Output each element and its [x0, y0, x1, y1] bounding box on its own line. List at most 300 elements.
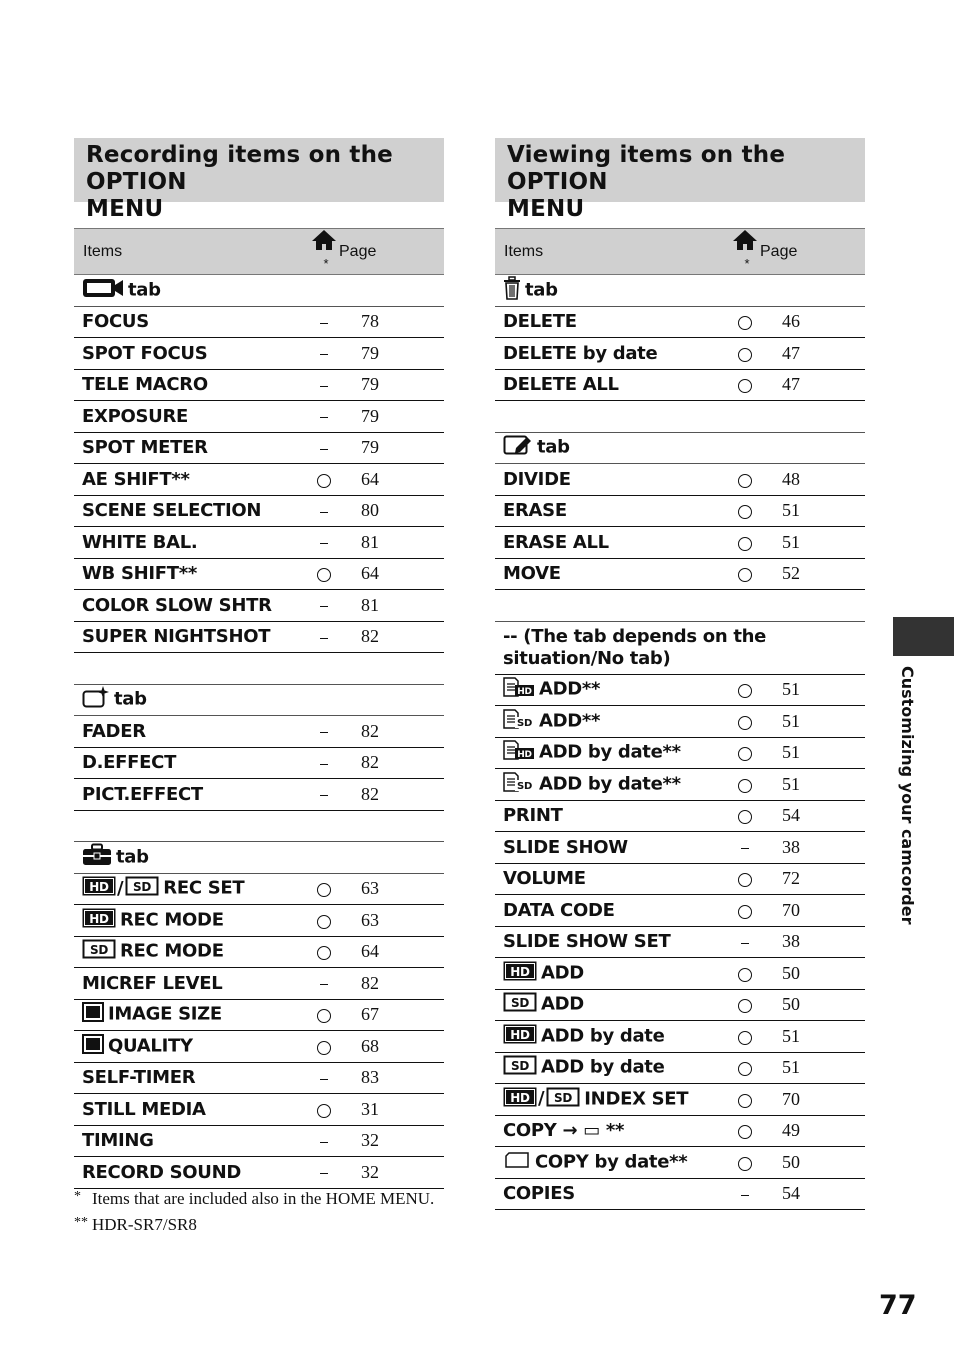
table-row: [74, 905, 444, 937]
memory-card-icon: [503, 1150, 531, 1175]
camera-tab-icon: [82, 277, 124, 304]
viewing-items-heading: Viewing items on the OPTION MENU: [495, 138, 865, 202]
dash-mark-icon: [741, 943, 749, 944]
hd-badge-icon: [503, 1087, 537, 1112]
chapter-side-label: Customizing your camcorder: [898, 666, 917, 925]
item-label: INDEX SET: [584, 1088, 689, 1110]
item-label: AE SHIFT**: [82, 468, 190, 490]
table-row: [495, 338, 865, 370]
page-ref: 38: [760, 832, 865, 864]
home-menu-mark: [730, 706, 760, 738]
item-label: FADER: [82, 720, 146, 742]
item-label: SLIDE SHOW SET: [503, 931, 671, 953]
page-ref: 51: [760, 706, 865, 738]
spacer-row: [495, 401, 865, 433]
page-ref: 82: [339, 747, 444, 779]
home-menu-mark: [730, 863, 760, 895]
home-menu-mark: [730, 1021, 760, 1053]
home-menu-mark: [309, 464, 339, 496]
table-row: [74, 1094, 444, 1126]
hd-badge-icon: [503, 961, 537, 986]
circle-mark-icon: [317, 1104, 331, 1118]
item-label: RECORD SOUND: [82, 1161, 242, 1183]
table-row: [74, 558, 444, 590]
page-ref: 68: [339, 1031, 444, 1063]
home-menu-mark: [730, 464, 760, 496]
table-row: [74, 1125, 444, 1157]
dash-mark-icon: [320, 354, 328, 355]
table-row: [74, 999, 444, 1031]
tab-group-row: tab: [495, 432, 865, 464]
page-ref: 51: [760, 737, 865, 769]
home-menu-mark: [730, 369, 760, 401]
circle-mark-icon: [738, 747, 752, 761]
item-label: REC SET: [163, 877, 245, 899]
dash-mark-icon: [320, 795, 328, 796]
page-ref: 79: [339, 432, 444, 464]
svg-text:HD: HD: [89, 911, 109, 926]
item-label: ADD by date: [541, 1056, 665, 1078]
table-row: [495, 926, 865, 958]
table-row: [495, 1021, 865, 1053]
table-row: [495, 769, 865, 801]
toolbox-tab-icon: [82, 843, 112, 872]
items-column-header: Items: [74, 229, 309, 275]
circle-mark-icon: [738, 1062, 752, 1076]
item-label: MOVE: [503, 563, 561, 585]
photo-icon: [82, 1002, 104, 1027]
home-menu-mark: [309, 527, 339, 559]
page-ref: 50: [760, 989, 865, 1021]
table-row: [74, 590, 444, 622]
trash-tab-icon: [503, 276, 521, 305]
tab-group-row: tab: [74, 684, 444, 716]
item-label: WHITE BAL.: [82, 531, 198, 553]
table-row: [495, 1052, 865, 1084]
item-label: ADD: [541, 993, 584, 1015]
page-ref: 32: [339, 1125, 444, 1157]
page-ref: 54: [760, 1178, 865, 1210]
item-label: SPOT METER: [82, 437, 208, 459]
table-row: [495, 495, 865, 527]
playlist-hd-icon: [503, 740, 535, 765]
table-row: [74, 495, 444, 527]
page-number: 77: [879, 1290, 917, 1321]
tab-group-row: tab: [495, 275, 865, 307]
home-menu-mark: [309, 999, 339, 1031]
recording-items-column: [74, 138, 444, 1189]
sd-badge-icon: [503, 1055, 537, 1080]
circle-mark-icon: [738, 474, 752, 488]
page-ref: 51: [760, 769, 865, 801]
circle-mark-icon: [738, 779, 752, 793]
item-label: COPIES: [503, 1183, 575, 1205]
page-ref: 50: [760, 958, 865, 990]
home-menu-mark: [309, 1094, 339, 1126]
page-ref: 81: [339, 527, 444, 559]
page-ref: 38: [760, 926, 865, 958]
svg-text:HD: HD: [510, 1027, 530, 1042]
page-ref: 47: [760, 338, 865, 370]
page-ref: 52: [760, 558, 865, 590]
home-menu-mark: [309, 779, 339, 811]
home-menu-mark: [309, 432, 339, 464]
circle-mark-icon: [317, 915, 331, 929]
item-label: SELF-TIMER: [82, 1067, 196, 1089]
home-menu-mark: [730, 737, 760, 769]
spacer-row: [74, 653, 444, 685]
circle-mark-icon: [738, 999, 752, 1013]
item-label: PICT.EFFECT: [82, 783, 203, 805]
dash-mark-icon: [320, 732, 328, 733]
circle-mark-icon: [738, 316, 752, 330]
table-row: [74, 527, 444, 559]
table-header: [74, 229, 444, 275]
edit-tab-icon: [503, 433, 533, 462]
sd-badge-icon: [546, 1087, 580, 1112]
table-row: [495, 464, 865, 496]
home-menu-mark: [730, 527, 760, 559]
circle-mark-icon: [317, 474, 331, 488]
page-ref: 64: [339, 558, 444, 590]
circle-mark-icon: [738, 873, 752, 887]
page-ref: 78: [339, 306, 444, 338]
page-ref: 48: [760, 464, 865, 496]
home-menu-mark: [309, 905, 339, 937]
item-label: SUPER NIGHTSHOT: [82, 626, 271, 648]
dash-mark-icon: [741, 848, 749, 849]
hd-badge-icon: [82, 876, 116, 901]
page-ref: 50: [760, 1147, 865, 1179]
home-menu-mark: [309, 1062, 339, 1094]
home-menu-mark: [730, 558, 760, 590]
table-row: [495, 1115, 865, 1147]
home-menu-mark: [309, 873, 339, 905]
playlist-sd-icon: [503, 772, 535, 797]
home-menu-mark: [730, 832, 760, 864]
home-menu-mark: [730, 895, 760, 927]
item-label: DATA CODE: [503, 899, 615, 921]
recording-items-heading: Recording items on the OPTION MENU: [74, 138, 444, 202]
page-ref: 67: [339, 999, 444, 1031]
badge-separator: /: [117, 877, 124, 899]
home-menu-mark: [730, 769, 760, 801]
circle-mark-icon: [738, 1031, 752, 1045]
table-header: [495, 229, 865, 275]
table-row: [74, 621, 444, 653]
sd-badge-icon: [503, 992, 537, 1017]
home-menu-mark: [309, 338, 339, 370]
table-row: [74, 968, 444, 1000]
home-menu-mark: [730, 1052, 760, 1084]
dash-mark-icon: [320, 323, 328, 324]
footnote-2: ** HDR-SR7/SR8: [74, 1215, 197, 1234]
svg-text:HD: HD: [517, 750, 532, 761]
svg-text:HD: HD: [510, 1090, 530, 1105]
circle-mark-icon: [738, 968, 752, 982]
circle-mark-icon: [738, 379, 752, 393]
table-row: [495, 895, 865, 927]
page-ref: 82: [339, 716, 444, 748]
table-row: [74, 432, 444, 464]
home-menu-column-header: *: [730, 229, 760, 275]
circle-mark-icon: [317, 568, 331, 582]
item-label: ERASE ALL: [503, 531, 609, 553]
table-row: [495, 737, 865, 769]
page-ref: 72: [760, 863, 865, 895]
home-menu-mark: [730, 674, 760, 706]
item-label: QUALITY: [108, 1035, 193, 1057]
circle-mark-icon: [317, 1041, 331, 1055]
circle-mark-icon: [738, 1157, 752, 1171]
item-label: SPOT FOCUS: [82, 342, 208, 364]
table-row: [74, 716, 444, 748]
home-menu-mark: [309, 306, 339, 338]
page-ref: 46: [760, 306, 865, 338]
sd-badge-icon: [82, 939, 116, 964]
page-ref: 79: [339, 338, 444, 370]
item-label: REC MODE: [120, 909, 224, 931]
svg-text:SD: SD: [510, 996, 530, 1011]
circle-mark-icon: [738, 810, 752, 824]
table-row: [495, 1178, 865, 1210]
home-menu-mark: [730, 800, 760, 832]
tab-group-row: tab: [74, 842, 444, 874]
item-label: SCENE SELECTION: [82, 500, 262, 522]
page-ref: 47: [760, 369, 865, 401]
badge-separator: /: [538, 1088, 545, 1110]
circle-mark-icon: [317, 883, 331, 897]
photo-icon: [82, 1034, 104, 1059]
footnotes: [74, 1188, 454, 1240]
dash-mark-icon: [320, 449, 328, 450]
home-menu-mark: [309, 369, 339, 401]
page-ref: 63: [339, 905, 444, 937]
circle-mark-icon: [738, 348, 752, 362]
table-row: [74, 338, 444, 370]
page-ref: 81: [339, 590, 444, 622]
viewing-items-column: [495, 138, 865, 1210]
page-ref: 51: [760, 674, 865, 706]
item-label: COPY → ▭ **: [503, 1120, 625, 1142]
item-label: IMAGE SIZE: [108, 1003, 222, 1025]
table-row: [74, 1031, 444, 1063]
table-row: [74, 873, 444, 905]
circle-mark-icon: [738, 905, 752, 919]
dash-mark-icon: [320, 984, 328, 985]
table-row: [495, 832, 865, 864]
item-label: MICREF LEVEL: [82, 972, 223, 994]
item-label: ADD**: [539, 710, 601, 732]
table-row: [495, 527, 865, 559]
item-label: COLOR SLOW SHTR: [82, 594, 272, 616]
dash-mark-icon: [320, 638, 328, 639]
page-ref: 82: [339, 968, 444, 1000]
circle-mark-icon: [317, 946, 331, 960]
table-row: [495, 1147, 865, 1179]
page-ref: 51: [760, 495, 865, 527]
page-ref: 49: [760, 1115, 865, 1147]
chapter-tab-marker: [893, 617, 954, 656]
hd-badge-icon: [503, 1024, 537, 1049]
page-ref: 79: [339, 369, 444, 401]
home-menu-mark: [730, 495, 760, 527]
table-row: [495, 989, 865, 1021]
item-label: EXPOSURE: [82, 405, 189, 427]
item-label: REC MODE: [120, 940, 224, 962]
home-menu-mark: [309, 716, 339, 748]
page-ref: 64: [339, 936, 444, 968]
viewing-items-table: [495, 228, 865, 1210]
item-label: DIVIDE: [503, 468, 571, 490]
table-row: [74, 306, 444, 338]
svg-text:SD: SD: [517, 717, 532, 729]
item-label: WB SHIFT**: [82, 563, 197, 585]
page-ref: 31: [339, 1094, 444, 1126]
circle-mark-icon: [738, 716, 752, 730]
table-row: [495, 1084, 865, 1116]
item-label: SLIDE SHOW: [503, 836, 628, 858]
page-ref: 80: [339, 495, 444, 527]
item-label: ADD by date**: [539, 741, 681, 763]
table-row: [495, 369, 865, 401]
item-label: DELETE by date: [503, 342, 658, 364]
svg-text:SD: SD: [133, 880, 152, 895]
page-ref: 54: [760, 800, 865, 832]
home-menu-mark: [309, 401, 339, 433]
dash-mark-icon: [320, 512, 328, 513]
item-label: PRINT: [503, 805, 563, 827]
home-menu-mark: [730, 1178, 760, 1210]
home-menu-mark: [730, 1147, 760, 1179]
table-row: [495, 706, 865, 738]
circle-mark-icon: [738, 568, 752, 582]
dash-mark-icon: [320, 1173, 328, 1174]
home-menu-mark: [309, 590, 339, 622]
home-menu-mark: [730, 338, 760, 370]
circle-mark-icon: [738, 1094, 752, 1108]
svg-text:HD: HD: [517, 687, 532, 698]
table-row: [74, 1062, 444, 1094]
item-label: COPY by date**: [535, 1151, 688, 1173]
circle-mark-icon: [738, 537, 752, 551]
dash-mark-icon: [320, 764, 328, 765]
home-menu-mark: [309, 936, 339, 968]
svg-text:SD: SD: [517, 780, 532, 792]
svg-text:SD: SD: [510, 1059, 530, 1074]
table-row: [74, 464, 444, 496]
home-menu-mark: [730, 1115, 760, 1147]
page-ref: 51: [760, 1052, 865, 1084]
table-row: [495, 306, 865, 338]
item-label: ADD: [541, 962, 584, 984]
item-label: TIMING: [82, 1130, 154, 1152]
home-menu-mark: [309, 747, 339, 779]
dash-mark-icon: [320, 543, 328, 544]
page-ref: 64: [339, 464, 444, 496]
home-menu-mark: [730, 926, 760, 958]
svg-text:HD: HD: [510, 964, 530, 979]
dash-mark-icon: [320, 606, 328, 607]
dash-mark-icon: [741, 1195, 749, 1196]
home-menu-mark: [309, 621, 339, 653]
page-ref: 70: [760, 895, 865, 927]
item-label: D.EFFECT: [82, 752, 177, 774]
item-label: DELETE ALL: [503, 374, 619, 396]
page-ref: 51: [760, 1021, 865, 1053]
item-label: ERASE: [503, 500, 567, 522]
table-row: [495, 958, 865, 990]
item-label: ADD by date: [541, 1025, 665, 1047]
dash-mark-icon: [320, 386, 328, 387]
table-row: [495, 674, 865, 706]
playlist-sd-icon: [503, 709, 535, 734]
item-label: ADD by date**: [539, 773, 681, 795]
hd-badge-icon: [82, 908, 116, 933]
recording-items-table: [74, 228, 444, 1189]
home-menu-mark: [730, 306, 760, 338]
circle-mark-icon: [738, 505, 752, 519]
page-ref: 51: [760, 527, 865, 559]
svg-text:HD: HD: [89, 880, 109, 895]
page-ref: 82: [339, 779, 444, 811]
home-icon: [311, 229, 337, 256]
home-menu-mark: [730, 989, 760, 1021]
dash-mark-icon: [320, 417, 328, 418]
sd-badge-icon: [125, 876, 159, 901]
page-ref: 82: [339, 621, 444, 653]
spacer-row: [495, 590, 865, 622]
home-menu-mark: [309, 495, 339, 527]
circle-mark-icon: [738, 1125, 752, 1139]
svg-text:SD: SD: [89, 943, 109, 958]
home-menu-mark: [730, 1084, 760, 1116]
home-icon: [732, 229, 758, 256]
page-ref: 83: [339, 1062, 444, 1094]
item-label: ADD**: [539, 678, 601, 700]
page-ref: 79: [339, 401, 444, 433]
circle-mark-icon: [738, 684, 752, 698]
circle-mark-icon: [317, 1009, 331, 1023]
table-row: [495, 800, 865, 832]
effect-tab-icon: [82, 685, 110, 714]
tab-group-row: tab: [74, 275, 444, 307]
dash-mark-icon: [320, 1142, 328, 1143]
page-ref: 63: [339, 873, 444, 905]
table-row: [74, 401, 444, 433]
spacer-row: [74, 810, 444, 842]
svg-text:SD: SD: [554, 1090, 573, 1105]
footnote-1: * Items that are included also in the HOME MENU.: [74, 1189, 435, 1208]
dash-mark-icon: [320, 1079, 328, 1080]
page-ref: 32: [339, 1157, 444, 1189]
home-menu-mark: [730, 958, 760, 990]
page-ref: 70: [760, 1084, 865, 1116]
page-column-header: Page: [760, 229, 865, 275]
home-menu-mark: [309, 1157, 339, 1189]
home-menu-mark: [309, 1031, 339, 1063]
item-label: FOCUS: [82, 311, 149, 333]
items-column-header: Items: [495, 229, 730, 275]
item-label: VOLUME: [503, 868, 586, 890]
table-row: [74, 369, 444, 401]
table-row: [495, 863, 865, 895]
table-row: [495, 558, 865, 590]
playlist-hd-icon: [503, 677, 535, 702]
table-row: [74, 936, 444, 968]
table-row: [74, 779, 444, 811]
home-menu-column-header: *: [309, 229, 339, 275]
